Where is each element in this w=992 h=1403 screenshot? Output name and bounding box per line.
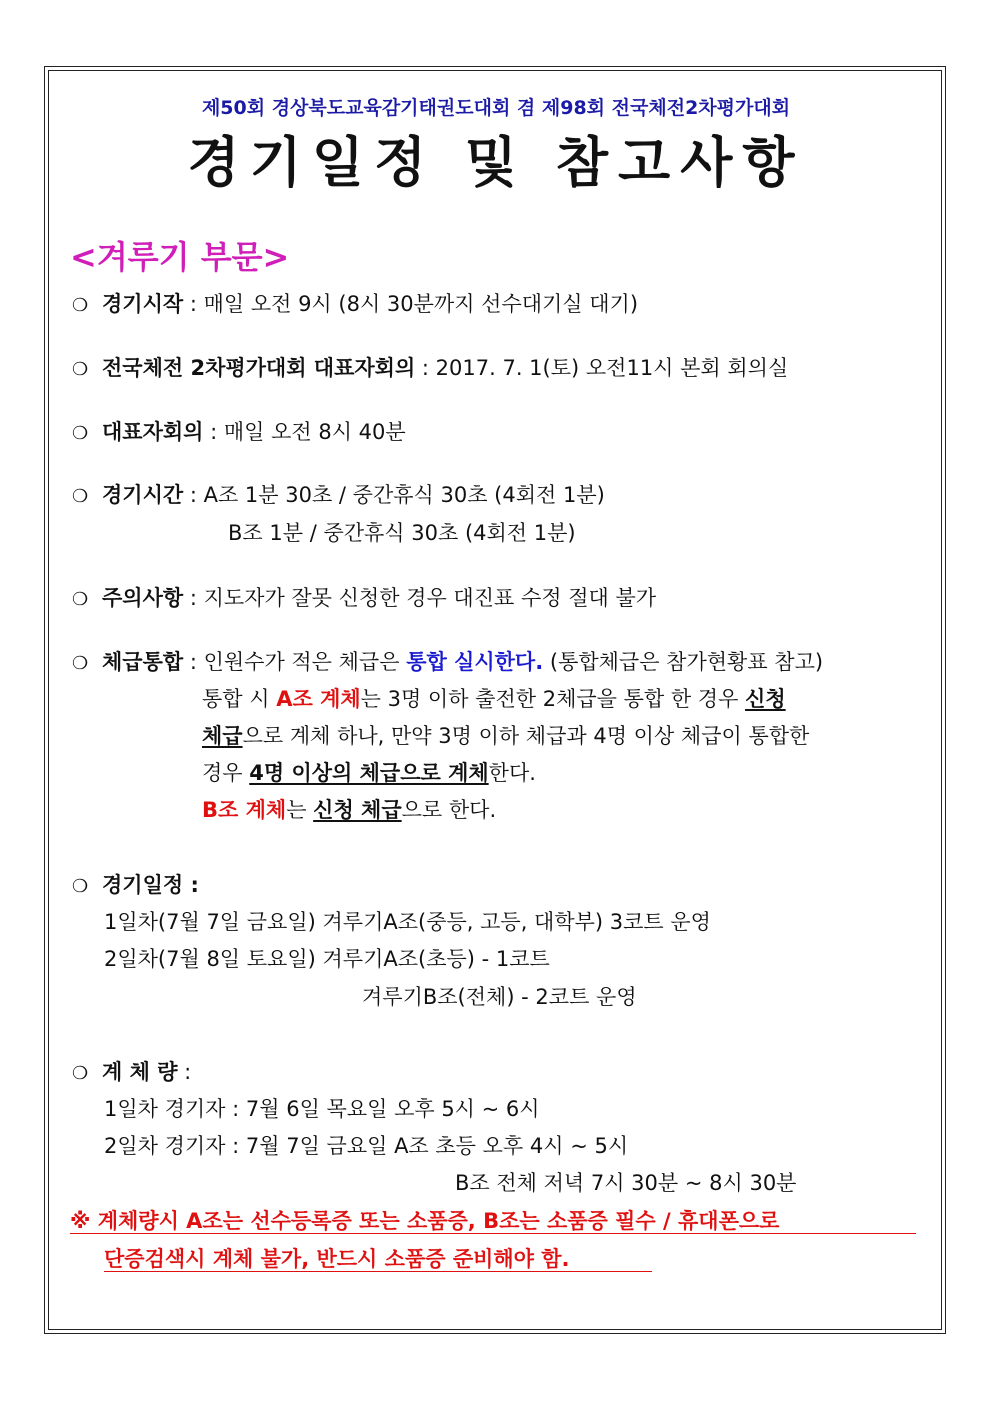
merge-text: 는 3명 이하 출전한 2체급을 통합 한 경우 — [360, 687, 746, 711]
item-label: 계 체 량 — [102, 1060, 178, 1084]
notice-underline-1 — [70, 1233, 916, 1234]
schedule-day1: 1일차(7월 7일 금요일) 겨루기A조(중등, 고등, 대학부) 3코트 운영 — [104, 910, 711, 934]
merge-line-2 — [202, 686, 786, 712]
item-text: : 매일 오전 9시 (8시 30분까지 선수대기실 대기) — [183, 292, 639, 316]
item-label: 전국체전 2차평가대회 대표자회의 — [102, 356, 416, 380]
notice-line-2: 단증검색시 계체 불가, 반드시 소품증 준비해야 함. — [104, 1247, 570, 1271]
bullet-icon: ❍ — [72, 295, 89, 316]
item-text: : — [177, 1060, 192, 1084]
weigh-day2b: B조 전체 저녁 7시 30분 ~ 8시 30분 — [455, 1171, 797, 1195]
merge-text: 는 — [286, 798, 314, 822]
bullet-icon: ❍ — [72, 876, 89, 897]
page-title: 경기일정 및 참고사항 — [187, 131, 805, 194]
merge-line-4 — [202, 760, 536, 786]
item-text: : 2017. 7. 1(토) 오전11시 본회 회의실 — [415, 356, 789, 380]
item-start — [72, 291, 638, 319]
item-label: 체급통합 — [102, 650, 184, 674]
item-label: 주의사항 — [102, 586, 184, 610]
merge-highlight: 통합 실시한다. — [406, 650, 544, 674]
item-text: : 지도자가 잘못 신청한 경우 대진표 수정 절대 불가 — [183, 586, 657, 610]
schedule-day2: 2일차(7월 8일 토요일) 겨루기A조(초등) - 1코트 — [104, 947, 550, 971]
merge-text: 경우 — [202, 761, 250, 785]
merge-underline: 신청 체급 — [313, 798, 402, 822]
bullet-icon: ❍ — [72, 486, 89, 507]
item-text: : 매일 오전 8시 40분 — [203, 420, 406, 444]
merge-underline: 신청 — [745, 687, 786, 711]
item-time — [72, 482, 605, 510]
merge-underline: 체급 — [202, 724, 243, 748]
merge-line-5 — [202, 797, 496, 823]
bullet-icon: ❍ — [72, 1063, 89, 1084]
item-weigh — [72, 1059, 191, 1087]
merge-text: : 인원수가 적은 체급은 — [183, 650, 407, 674]
weigh-day2: 2일차 경기자 : 7월 7일 금요일 A조 초등 오후 4시 ~ 5시 — [104, 1134, 629, 1158]
item-label: 경기시간 — [102, 483, 184, 507]
section-title: <겨루기 부문> — [70, 238, 290, 276]
item-time-b: B조 1분 / 중간휴식 30초 (4회전 1분) — [228, 521, 576, 545]
item-caution — [72, 585, 656, 613]
bullet-icon: ❍ — [72, 653, 89, 674]
item-label: 경기시작 — [102, 292, 184, 316]
bullet-icon: ❍ — [72, 589, 89, 610]
item-schedule — [72, 872, 199, 900]
item-national-meeting — [72, 355, 788, 383]
item-meeting — [72, 419, 406, 447]
bullet-icon: ❍ — [72, 423, 89, 444]
merge-text: 한다. — [488, 761, 536, 785]
weigh-day1: 1일차 경기자 : 7월 6일 목요일 오후 5시 ~ 6시 — [104, 1097, 540, 1121]
item-label: 대표자회의 — [102, 420, 204, 444]
merge-text: 으로 계체 하나, 만약 3명 이하 체급과 4명 이상 체급이 통합한 — [242, 724, 810, 748]
item-label: 경기일정 : — [102, 873, 199, 897]
merge-red: B조 계체 — [202, 798, 287, 822]
notice-line-1: ※ 계체량시 A조는 선수등록증 또는 소품증, B조는 소품증 필수 / 휴대폰으로 — [70, 1209, 780, 1233]
item-text: : A조 1분 30초 / 중간휴식 30초 (4회전 1분) — [183, 483, 605, 507]
merge-red: A조 계체 — [276, 687, 361, 711]
merge-line-3 — [202, 723, 809, 749]
event-subtitle: 제50회 경상북도교육감기태권도대회 겸 제98회 전국체전2차평가대회 — [201, 97, 791, 119]
notice-underline-2 — [104, 1271, 652, 1272]
merge-text: 으로 한다. — [401, 798, 497, 822]
merge-text: 통합 시 — [202, 687, 277, 711]
item-merge — [72, 649, 823, 677]
bullet-icon: ❍ — [72, 359, 89, 380]
merge-note: (통합체급은 참가현황표 참고) — [543, 650, 824, 674]
merge-underline: 4명 이상의 체급으로 계체 — [249, 761, 489, 785]
schedule-day2b: 겨루기B조(전체) - 2코트 운영 — [362, 985, 637, 1009]
